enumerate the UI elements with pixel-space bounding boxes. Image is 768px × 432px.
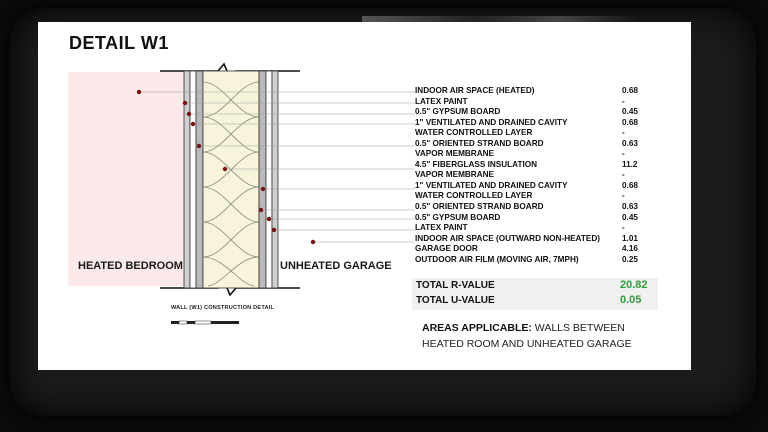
total-r-value: 20.82 <box>620 279 648 291</box>
layer-row: 1" VENTILATED AND DRAINED CAVITY 0.68 <box>415 180 638 190</box>
layer-row: VAPOR MEMBRANE - <box>415 170 625 180</box>
layer-row: LATEX PAINT - <box>415 96 625 106</box>
layer-row: GARAGE DOOR 4.16 <box>415 244 638 254</box>
scale-bar <box>171 318 241 326</box>
areas-text: WALLS BETWEEN HEATED ROOM AND UNHEATED GARAGE <box>422 322 632 350</box>
total-r-label: TOTAL R-VALUE <box>416 280 495 291</box>
osb-right <box>259 71 266 288</box>
layer-row: 0.5" GYPSUM BOARD 0.45 <box>415 212 638 222</box>
layer-row: INDOOR AIR SPACE (OUTWARD NON-HEATED) 1.01 <box>415 233 638 243</box>
areas-applicable <box>422 321 662 352</box>
layer-table <box>415 86 685 265</box>
totals-box <box>412 278 658 310</box>
cavity-right <box>266 71 272 288</box>
layer-row: 0.5" ORIENTED STRAND BOARD 0.63 <box>415 202 638 212</box>
cavity-left <box>190 71 196 288</box>
layer-row: VAPOR MEMBRANE - <box>415 149 625 159</box>
layer-row: 0.5" GYPSUM BOARD 0.45 <box>415 107 638 117</box>
layer-row: 4.5" FIBERGLASS INSULATION 11.2 <box>415 159 638 169</box>
detail-caption: WALL (W1) CONSTRUCTION DETAIL <box>171 305 275 311</box>
page-title: DETAIL W1 <box>69 33 169 53</box>
osb-left <box>196 71 203 288</box>
total-r-value-row <box>412 278 658 293</box>
gypsum-board-right <box>272 71 278 288</box>
layer-row: INDOOR AIR SPACE (HEATED) 0.68 <box>415 86 638 95</box>
areas-label: AREAS APPLICABLE: <box>422 322 532 334</box>
layer-row: LATEX PAINT - <box>415 223 625 233</box>
layer-row: WATER CONTROLLED LAYER - <box>415 191 625 201</box>
heated-bedroom-label: HEATED BEDROOM <box>78 260 183 272</box>
slide <box>38 22 691 370</box>
total-u-value: 0.05 <box>620 294 642 306</box>
total-u-value-row <box>412 293 658 308</box>
layer-row: 1" VENTILATED AND DRAINED CAVITY 0.68 <box>415 117 638 127</box>
layer-row: WATER CONTROLLED LAYER - <box>415 128 625 138</box>
total-u-label: TOTAL U-VALUE <box>416 295 495 306</box>
layer-row: 0.5" ORIENTED STRAND BOARD 0.63 <box>415 138 638 148</box>
unheated-garage-label: UNHEATED GARAGE <box>280 260 392 272</box>
layer-row: OUTDOOR AIR FILM (MOVING AIR, 7MPH) 0.25 <box>415 254 638 264</box>
